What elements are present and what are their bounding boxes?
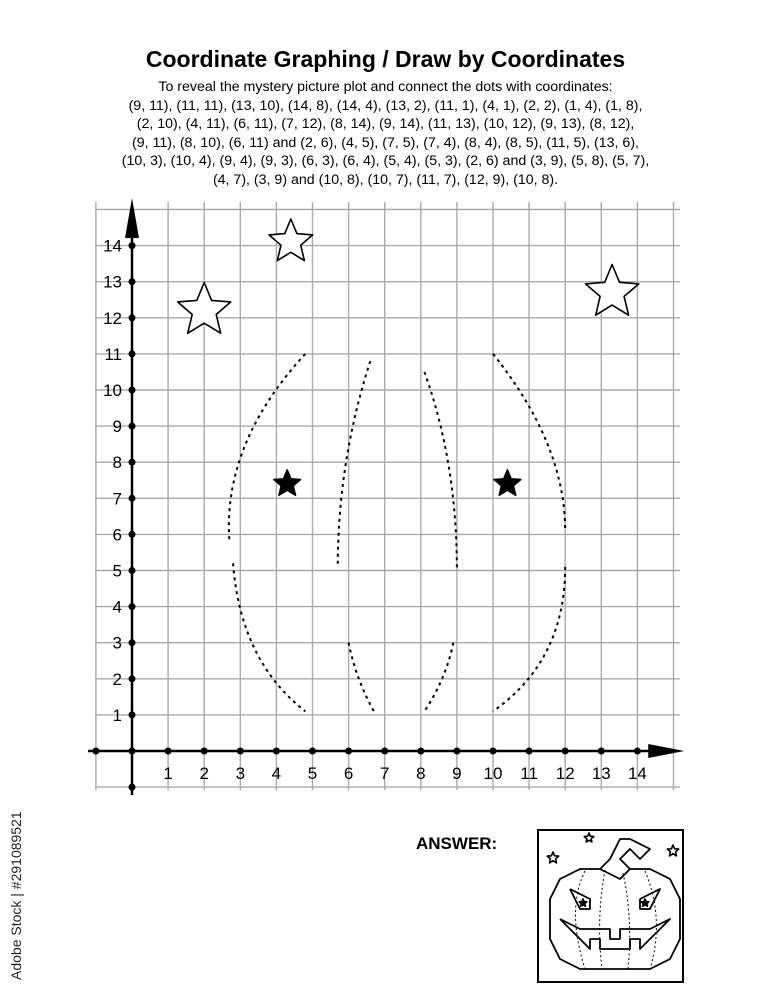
x-tick-dot <box>417 748 424 755</box>
x-tick-label: 6 <box>343 764 354 783</box>
x-tick-label: 13 <box>591 764 611 783</box>
x-tick-label: 3 <box>235 764 246 783</box>
page-title: Coordinate Graphing / Draw by Coordinates <box>145 46 626 72</box>
y-tick-dot <box>129 423 136 430</box>
x-tick-label: 5 <box>307 764 318 783</box>
y-tick-dot <box>129 711 136 718</box>
x-tick-dot <box>345 748 352 755</box>
instructions-line: (4, 7), (3, 9) and (10, 8), (10, 7), (11, 7), (12, 9), (10, 8). <box>212 171 559 188</box>
y-tick-dot <box>129 278 136 285</box>
x-tick-label: 8 <box>416 764 426 783</box>
x-tick-dot <box>92 748 99 755</box>
y-tick-dot <box>129 350 136 357</box>
x-tick-label: 14 <box>627 764 647 783</box>
y-tick-dot <box>129 567 136 574</box>
dotted-guide-curve <box>233 563 305 711</box>
instructions-line: (10, 3), (10, 4), (9, 4), (9, 3), (6, 3), (6, 4), (5, 4), (5, 3), (2, 6) and (3, 9), (5, 8), (5, 7), <box>121 153 650 169</box>
y-tick-dot <box>129 387 136 394</box>
y-tick-label: 3 <box>112 633 122 653</box>
y-tick-label: 10 <box>103 381 122 400</box>
x-axis-arrow-icon <box>648 744 684 758</box>
x-tick-dot <box>526 748 533 755</box>
watermark-text: Adobe Stock | #291089521 <box>8 811 24 980</box>
y-tick-label: 5 <box>112 561 122 581</box>
x-tick-label: 4 <box>271 764 282 783</box>
y-tick-label: 12 <box>103 308 122 328</box>
x-tick-dot <box>562 748 569 755</box>
y-tick-dot <box>129 531 136 538</box>
y-tick-dot <box>129 314 136 321</box>
y-tick-label: 11 <box>104 344 122 364</box>
dotted-guide-curve <box>424 643 453 712</box>
y-axis-arrow-icon <box>125 198 139 238</box>
x-tick-label: 7 <box>379 764 390 783</box>
y-tick-dot <box>129 675 136 682</box>
x-tick-dot <box>453 748 460 755</box>
x-tick-label: 1 <box>163 764 173 783</box>
origin-dot <box>129 748 136 755</box>
x-tick-dot <box>201 748 208 755</box>
answer-picture <box>537 829 684 983</box>
y-tick-label: 14 <box>103 236 122 256</box>
x-tick-dot <box>273 748 280 755</box>
answer-label: ANSWER: <box>416 834 498 853</box>
filled-star-icon <box>274 470 301 495</box>
y-tick-dot <box>129 495 136 502</box>
instructions-line: (9, 11), (11, 11), (13, 10), (14, 8), (14, 4), (13, 2), (11, 1), (4, 1), (2, 2), (1, 4), (1, 8), <box>128 97 643 114</box>
y-tick-label: 1 <box>112 705 122 725</box>
x-tick-dot <box>598 748 605 755</box>
x-tick-label: 10 <box>483 764 503 783</box>
y-tick-dot <box>129 784 136 791</box>
x-tick-dot <box>165 748 172 755</box>
y-tick-label: 6 <box>112 525 122 545</box>
x-tick-label: 11 <box>520 764 538 783</box>
dotted-guide-curve <box>338 361 370 567</box>
x-tick-label: 2 <box>199 764 209 783</box>
filled-star-icon <box>494 470 521 495</box>
x-tick-dot <box>381 748 388 755</box>
instructions-line: (9, 11), (8, 10), (6, 11) and (2, 6), (4, 5), (7, 5), (7, 4), (8, 4), (8, 5), (11, 5), (13, 6), <box>132 134 639 151</box>
open-star-icon <box>586 265 639 316</box>
dotted-guide-curve <box>349 643 374 712</box>
x-tick-dot <box>309 748 316 755</box>
x-tick-label: 12 <box>555 764 575 783</box>
y-tick-dot <box>129 242 136 249</box>
open-star-icon <box>269 219 313 261</box>
y-tick-label: 9 <box>112 417 122 437</box>
y-tick-label: 4 <box>112 597 122 617</box>
y-tick-dot <box>129 603 136 610</box>
instructions-line: (2, 10), (4, 11), (6, 11), (7, 12), (8, 14), (9, 14), (11, 13), (10, 12), (9, 13), (8, 12), <box>136 116 635 132</box>
x-tick-dot <box>237 748 244 755</box>
instructions-intro: To reveal the mystery picture plot and connect the dots with coordinates: <box>158 79 613 95</box>
dotted-guide-curve <box>424 372 456 571</box>
x-tick-dot <box>490 748 497 755</box>
y-tick-dot <box>129 459 136 466</box>
x-tick-label: 9 <box>452 764 462 783</box>
y-tick-label: 8 <box>112 453 122 473</box>
y-tick-label: 13 <box>103 272 122 292</box>
x-tick-dot <box>634 748 641 755</box>
y-tick-dot <box>129 639 136 646</box>
y-tick-label: 2 <box>112 669 122 689</box>
y-tick-label: 7 <box>112 489 122 509</box>
